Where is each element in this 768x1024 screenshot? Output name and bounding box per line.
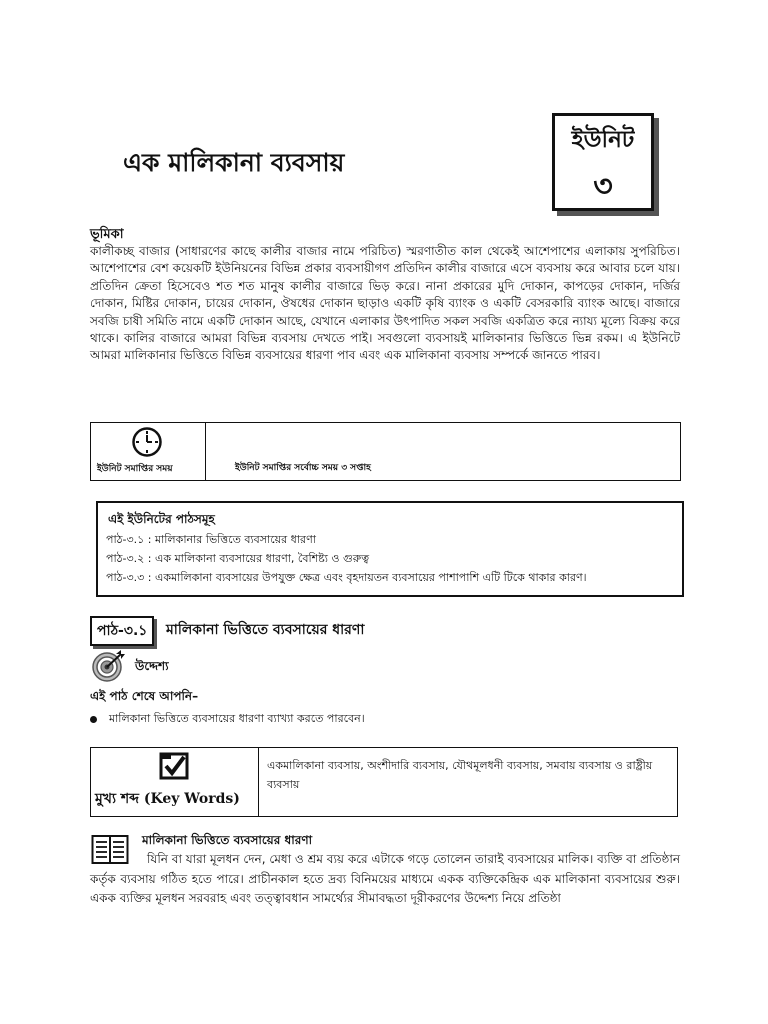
keywords-box-left <box>91 748 259 816</box>
lesson-item: পাঠ-৩.২ : এক মালিকানা ব্যবসায়ের ধারণা, বৈশিষ্ট্য ও গুরুত্ব <box>106 552 370 565</box>
target-icon <box>91 648 127 684</box>
keywords-label: মুখ্য শব্দ (Key Words) <box>95 791 240 807</box>
lesson-tag: পাঠ-৩.১ <box>90 616 154 646</box>
time-box <box>90 422 681 481</box>
unit-number: ৩ <box>593 169 613 204</box>
lesson-item: পাঠ-৩.৩ : একমালিকানা ব্যবসায়ের উপযুক্ত ক্ষেত্র এবং বৃহদায়তন ব্যবসায়ের পাশাপাশি এটি টিকে থাকার কারণ। <box>106 571 587 584</box>
concept-paragraph: যিনি বা যারা মূলধন দেন, মেধা ও শ্রম ব্যয় করে এটাকে গড়ে তোলেন তারাই ব্যবসায়ের মালিক। ব্যক্তি বা প্রতিষ্ঠান কর্তৃক ব্যবসায় গঠিত হতে পারে। প্রাচীনকাল হতে দ্রব্য বিনিময়ের মাধ্যমে একক ব্যক্তিকেন্দ্রিক এক মালিকানা ব্যবসায়ের শুরু। একক ব্যক্তির মূলধন সরবরাহ এবং তত্ত্বাবধান সামর্থ্যের সীমাবদ্ধতা দূরীকরণের উদ্দেশ্য নিয়ে প্রতিষ্ঠা <box>90 852 680 905</box>
objective-item <box>90 710 365 729</box>
time-box-text: ইউনিট সমাপ্তির সর্বোচ্চ সময় ৩ সপ্তাহ <box>235 463 371 473</box>
unit-title: এক মালিকানা ব্যবসায় <box>123 148 345 177</box>
unit-word: ইউনিট <box>571 127 635 153</box>
keywords-box <box>90 747 678 817</box>
intro-heading: ভূমিকা <box>90 227 124 242</box>
bullet-icon <box>90 716 97 723</box>
intro-paragraph: কালীকচ্ছ বাজার (সাধারণের কাছে কালীর বাজার নামে পরিচিত) স্মরণাতীত কাল থেকেই আশেপাশের এলাকায় সুপরিচিত। আশেপাশের বেশ কয়েকটি ইউনিয়নের বিভিন্ন প্রকার ব্যবসায়ীগণ প্রতিদিন কালীর বাজারে এসে ব্যবসায় করে আবার চলে যায়। প্রতিদিন ক্রেতা হিসেবেও শত শত মানুষ কালীর বাজারে ভিড় করে। নানা প্রকারের মুদি দোকান, কাপড়ের দোকান, দর্জির দোকান, মিষ্টির দোকান, চায়ের দোকান, ঔষধের দোকান ছাড়াও একটি কৃষি ব্যাংক ও একটি বেসরকারি ব্যাংক আছে। বাজারে সবজি চাষী সমিতি নামে একটি দোকান আছে, যেখানে এলাকার উৎপাদিত সকল সবজি একত্রিত করে ন্যায্য মূল্যে বিক্রয় করে থাকে। কালির বাজারে আমরা বিভিন্ন ব্যবসায় দেখতে পাই। সবগুলো ব্যবসায়ই মালিকানার ভিত্তিতে ভিন্ন রকম। এ ইউনিটে আমরা মালিকানার ভিত্তিতে বিভিন্ন ব্যবসায়ের ধারণা পাব এবং এক মালিকানা ব্যবসায় সম্পর্কে জানতে পারব। <box>90 244 680 363</box>
lesson-title: মালিকানা ভিত্তিতে ব্যবসায়ের ধারণা <box>166 622 365 638</box>
lesson-item: পাঠ-৩.১ : মালিকানার ভিত্তিতে ব্যবসায়ের ধারণা <box>106 533 316 546</box>
concept-title: মালিকানা ভিত্তিতে ব্যবসায়ের ধারণা <box>142 833 313 847</box>
time-box-left <box>91 423 206 480</box>
objective-text: মালিকানা ভিত্তিতে ব্যবসায়ের ধারণা ব্যাখ্যা করতে পারবেন। <box>109 712 365 725</box>
lessons-title: এই ইউনিটের পাঠসমূহ <box>108 512 215 526</box>
unit-badge <box>552 113 654 211</box>
lessons-box <box>96 501 684 597</box>
keywords-text: একমালিকানা ব্যবসায়, অংশীদারি ব্যবসায়, যৌথমূলধনী ব্যবসায়, সমবায় ব্যবসায় ও রাষ্ট্রীয় ব্যবসায় <box>267 759 653 791</box>
time-box-label: ইউনিট সমাপ্তির সময় <box>97 464 173 474</box>
objective-label: উদ্দেশ্য <box>135 659 169 673</box>
objective-intro: এই পাঠ শেষে আপনি– <box>90 689 199 703</box>
clock-icon <box>131 426 163 458</box>
checkbox-key-icon <box>159 752 189 780</box>
